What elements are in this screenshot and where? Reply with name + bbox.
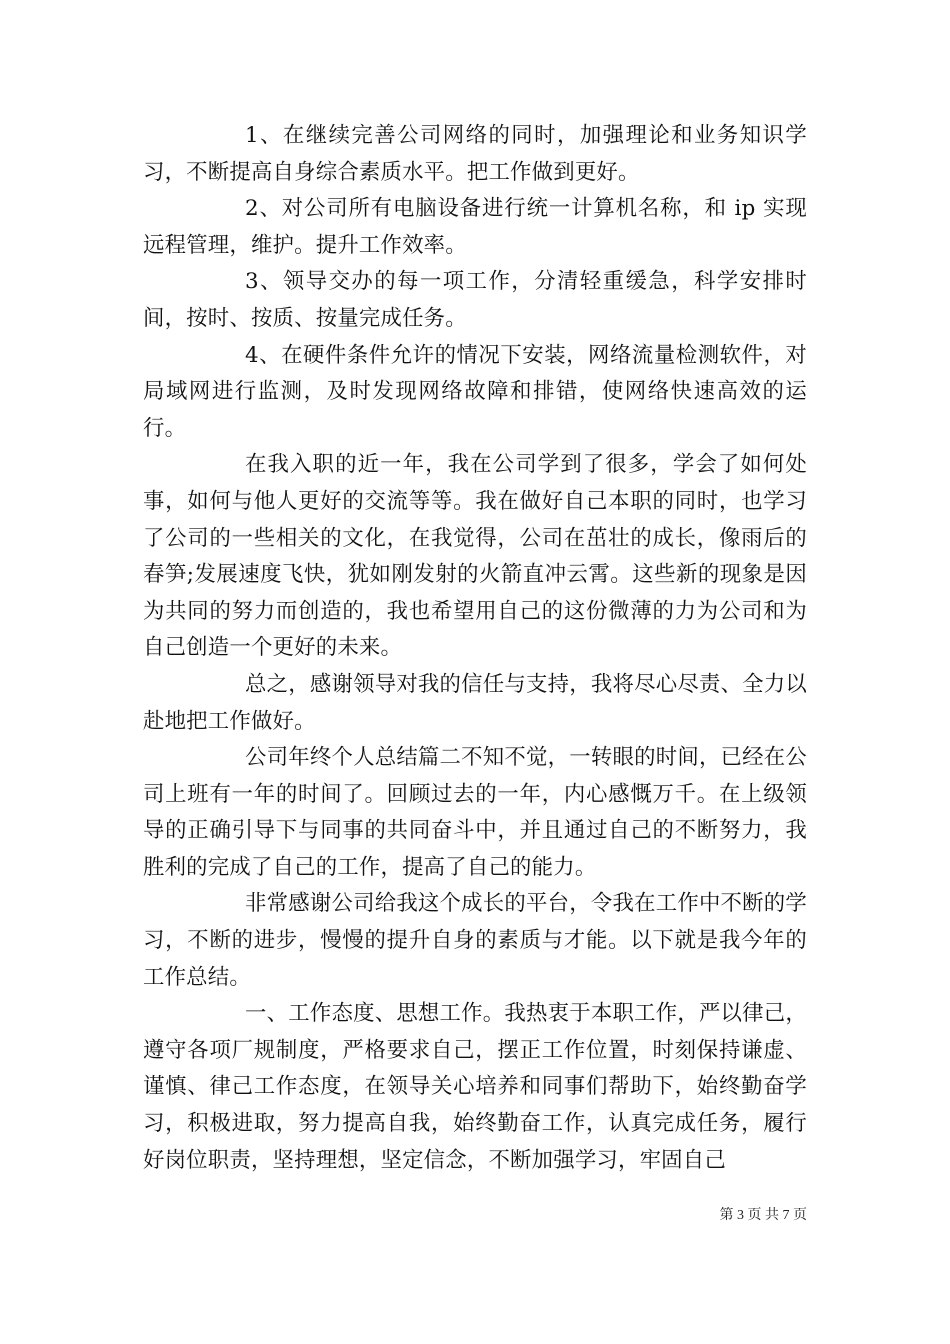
paragraph-work-attitude: 一、工作态度、思想工作。我热衷于本职工作，严以律己，遵守各项厂规制度，严格要求自己，摆正工作位置，时刻保持谦虚、谨慎、律己工作态度，在领导关心培养和同事们帮助下，始终勤奋学习，积极进取，努力提高自我，始终勤奋工作，认真完成任务，履行好岗位职责，坚持理想，坚定信念，不断加强学习，牢固自己: [143, 1001, 807, 1173]
paragraph-section-two-intro: 公司年终个人总结篇二不知不觉，一转眼的时间，已经在公司上班有一年的时间了。回顾过去的一年，内心感慨万千。在上级领导的正确引导下与同事的共同奋斗中，并且通过自己的不断努力，我胜利的完成了自己的工作，提高了自己的能力。: [143, 745, 807, 880]
document-body: [143, 118, 807, 1179]
paragraph-item-2: 2、对公司所有电脑设备进行统一计算机名称，和 ip 实现远程管理，维护。提升工作效率。: [143, 196, 807, 258]
paragraph-item-3: 3、领导交办的每一项工作，分清轻重缓急，科学安排时间，按时、按质、按量完成任务。: [143, 269, 807, 331]
paragraph-item-4: 4、在硬件条件允许的情况下安装，网络流量检测软件，对局域网进行监测，及时发现网络故障和排错，使网络快速高效的运行。: [143, 342, 807, 441]
paragraph-experience: 在我入职的近一年，我在公司学到了很多，学会了如何处事，如何与他人更好的交流等等。我在做好自己本职的同时，也学习了公司的一些相关的文化，在我觉得，公司在茁壮的成长，像雨后的春笋;发展速度飞快，犹如刚发射的火箭直冲云霄。这些新的现象是因为共同的努力而创造的，我也希望用自己的这份微薄的力为公司和为自己创造一个更好的未来。: [143, 452, 807, 661]
page-number-footer: 第 3 页 共 7 页: [719, 1208, 807, 1223]
paragraph-item-1: 1、在继续完善公司网络的同时，加强理论和业务知识学习，不断提高自身综合素质水平。把工作做到更好。: [143, 123, 807, 185]
paragraph-conclusion: 总之，感谢领导对我的信任与支持，我将尽心尽责、全力以赴地把工作做好。: [143, 671, 807, 734]
paragraph-gratitude: 非常感谢公司给我这个成长的平台，令我在工作中不断的学习，不断的进步，慢慢的提升自身的素质与才能。以下就是我今年的工作总结。: [143, 891, 807, 990]
